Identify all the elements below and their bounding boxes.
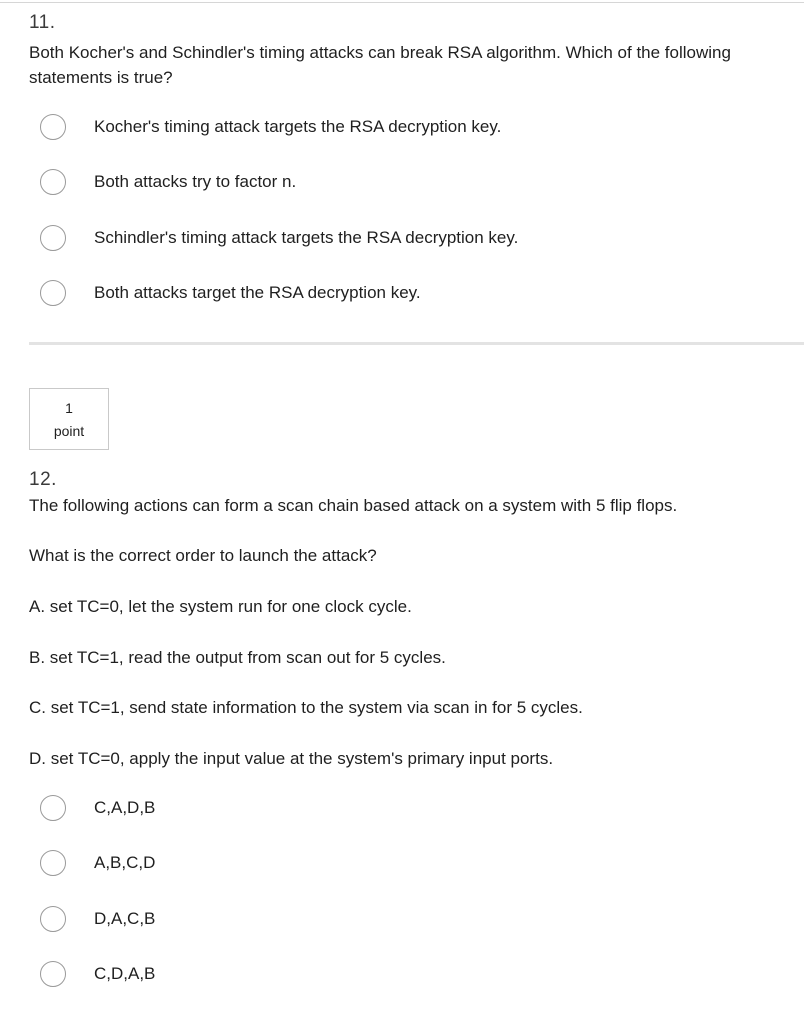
q12-option-2[interactable] <box>40 848 780 878</box>
radio-button[interactable] <box>40 906 66 932</box>
q11-option-1[interactable] <box>40 112 780 142</box>
radio-button[interactable] <box>40 114 66 140</box>
points-badge <box>29 388 109 450</box>
question-11-number: 11. <box>29 12 56 33</box>
top-divider <box>0 2 804 3</box>
question-12-prompt: The following actions can form a scan chain based attack on a system with 5 flip flops. <box>29 496 678 515</box>
question-11-prompt: Both Kocher's and Schindler's timing attacks can break RSA algorithm. Which of the following statements is true? <box>29 43 731 87</box>
option-label: D,A,C,B <box>94 909 156 928</box>
points-value: 1 <box>65 400 73 416</box>
option-label: A,B,C,D <box>94 853 156 872</box>
q12-option-4[interactable] <box>40 959 780 989</box>
question-12-number: 12. <box>29 469 57 490</box>
option-label: C,D,A,B <box>94 964 156 983</box>
radio-button[interactable] <box>40 961 66 987</box>
q11-option-2[interactable] <box>40 167 780 197</box>
action-b: B. set TC=1, read the output from scan out for 5 cycles. <box>29 648 446 667</box>
radio-button[interactable] <box>40 795 66 821</box>
option-label: Schindler's timing attack targets the RSA decryption key. <box>94 228 519 247</box>
option-label: Kocher's timing attack targets the RSA decryption key. <box>94 117 502 136</box>
option-label: Both attacks target the RSA decryption key. <box>94 283 421 302</box>
radio-button[interactable] <box>40 169 66 195</box>
question-divider <box>29 342 804 345</box>
action-c: C. set TC=1, send state information to the system via scan in for 5 cycles. <box>29 698 583 717</box>
option-label: Both attacks try to factor n. <box>94 172 297 191</box>
q11-option-4[interactable] <box>40 278 780 308</box>
points-unit: point <box>53 423 85 439</box>
radio-button[interactable] <box>40 225 66 251</box>
q11-option-3[interactable] <box>40 223 780 253</box>
radio-button[interactable] <box>40 280 66 306</box>
radio-button[interactable] <box>40 850 66 876</box>
q12-option-1[interactable] <box>40 793 780 823</box>
action-d: D. set TC=0, apply the input value at the system's primary input ports. <box>29 749 554 768</box>
q12-option-3[interactable] <box>40 904 780 934</box>
action-a: A. set TC=0, let the system run for one clock cycle. <box>29 597 412 616</box>
question-12-instruction: What is the correct order to launch the attack? <box>29 546 377 565</box>
option-label: C,A,D,B <box>94 798 156 817</box>
